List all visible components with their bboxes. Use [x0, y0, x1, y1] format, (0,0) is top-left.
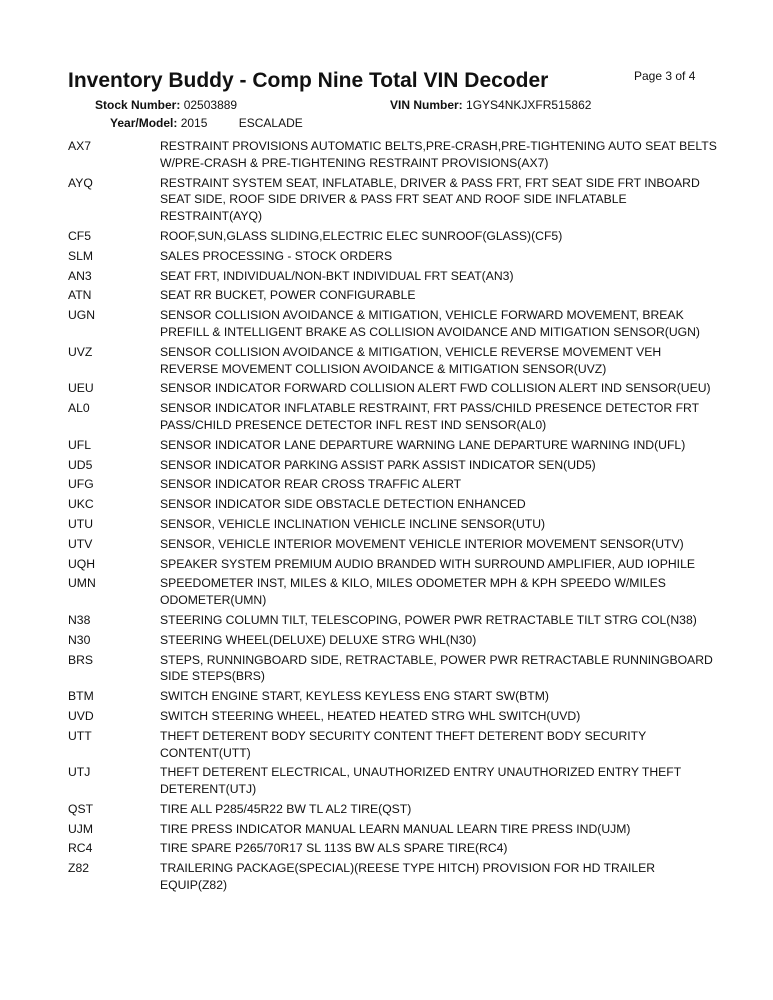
option-row	[68, 632, 718, 649]
option-code: UGN	[68, 308, 96, 323]
vin-number-value: 1GYS4NKJXFR515862	[466, 98, 592, 112]
option-description: SEAT FRT, INDIVIDUAL/NON-BKT INDIVIDUAL FRT SEAT(AN3)	[160, 268, 514, 283]
option-code: UEU	[68, 381, 94, 396]
option-code: UFL	[68, 437, 92, 452]
option-description: TIRE SPARE P265/70R17 SL 113S BW ALS SPARE TIRE(RC4)	[160, 841, 508, 856]
option-row	[68, 612, 718, 629]
option-row	[68, 307, 718, 341]
option-description: RESTRAINT PROVISIONS AUTOMATIC BELTS,PRE-CRASH,PRE-TIGHTENING AUTO SEAT BELTS W/PRE-CRASH & PRE-TIGHTENING RESTRAINT PROVISIONS(AX7)	[160, 139, 717, 170]
option-row	[68, 821, 718, 838]
option-row	[68, 380, 718, 397]
option-code: SLM	[68, 248, 94, 263]
option-description: ROOF,SUN,GLASS SLIDING,ELECTRIC ELEC SUNROOF(GLASS)(CF5)	[160, 228, 563, 243]
option-description: SEAT RR BUCKET, POWER CONFIGURABLE	[160, 288, 416, 303]
option-description: STEERING COLUMN TILT, TELESCOPING, POWER PWR RETRACTABLE TILT STRG COL(N38)	[160, 612, 697, 627]
stock-number-label: Stock Number:	[95, 98, 181, 112]
option-description: STEPS, RUNNINGBOARD SIDE, RETRACTABLE, POWER PWR RETRACTABLE RUNNINGBOARD SIDE STEPS(BRS)	[160, 652, 713, 684]
option-row	[68, 457, 718, 474]
option-description: SPEAKER SYSTEM PREMIUM AUDIO BRANDED WITH SURROUND AMPLIFIER, AUD IOPHILE	[160, 556, 695, 571]
option-code: N30	[68, 632, 91, 647]
option-description: SENSOR INDICATOR INFLATABLE RESTRAINT, FRT PASS/CHILD PRESENCE DETECTOR FRT PASS/CHILD PRESENCE DETECTOR INFL REST IND SENSOR(AL0)	[160, 401, 699, 432]
option-description: SENSOR INDICATOR FORWARD COLLISION ALERT FWD COLLISION ALERT IND SENSOR(UEU)	[160, 381, 711, 396]
option-description: SENSOR, VEHICLE INTERIOR MOVEMENT VEHICLE INTERIOR MOVEMENT SENSOR(UTV)	[160, 536, 684, 551]
option-description: SENSOR COLLISION AVOIDANCE & MITIGATION, VEHICLE FORWARD MOVEMENT, BREAK PREFILL & INTELLIGENT BRAKE AS COLLISION AVOIDANCE AND MITIGATION SENSOR(UGN)	[160, 308, 700, 339]
option-description: TIRE PRESS INDICATOR MANUAL LEARN MANUAL LEARN TIRE PRESS IND(UJM)	[160, 821, 631, 836]
option-code: UVZ	[68, 344, 93, 359]
option-description: SPEEDOMETER INST, MILES & KILO, MILES ODOMETER MPH & KPH SPEEDO W/MILES ODOMETER(UMN)	[160, 576, 666, 608]
option-code: UTV	[68, 536, 93, 551]
stock-number-value: 02503889	[183, 98, 238, 112]
option-row	[68, 248, 718, 265]
option-row	[68, 437, 718, 454]
option-code: UVD	[68, 708, 94, 723]
option-code: UFG	[68, 477, 94, 492]
option-code: UQH	[68, 556, 96, 571]
year-model-label: Year/Model:	[110, 116, 178, 130]
option-description: SWITCH STEERING WHEEL, HEATED HEATED STRG WHL SWITCH(UVD)	[160, 708, 581, 723]
stock-number	[95, 98, 237, 112]
option-code: RC4	[68, 841, 93, 856]
option-code: UTJ	[68, 765, 91, 780]
option-description: SALES PROCESSING - STOCK ORDERS	[160, 248, 393, 263]
option-description: SWITCH ENGINE START, KEYLESS KEYLESS ENG START SW(BTM)	[160, 689, 549, 704]
option-description: THEFT DETERENT ELECTRICAL, UNAUTHORIZED ENTRY UNAUTHORIZED ENTRY THEFT DETERENT(UTJ)	[160, 765, 681, 797]
option-row	[68, 728, 718, 762]
option-row	[68, 764, 718, 798]
option-code: CF5	[68, 228, 92, 243]
option-code: Z82	[68, 861, 90, 876]
option-description: TRAILERING PACKAGE(SPECIAL)(REESE TYPE HITCH) PROVISION FOR HD TRAILER EQUIP(Z82)	[160, 861, 656, 893]
option-description: STEERING WHEEL(DELUXE) DELUXE STRG WHL(N30)	[160, 632, 477, 647]
option-row	[68, 708, 718, 725]
option-description: SENSOR INDICATOR REAR CROSS TRAFFIC ALERT	[160, 477, 462, 492]
vin-number-label: VIN Number:	[390, 98, 463, 112]
option-row	[68, 652, 718, 686]
option-row	[68, 575, 718, 609]
option-description: SENSOR INDICATOR PARKING ASSIST PARK ASSIST INDICATOR SEN(UD5)	[160, 457, 596, 472]
option-row	[68, 840, 718, 857]
option-row	[68, 688, 718, 705]
option-list	[68, 138, 718, 897]
option-description: SENSOR INDICATOR SIDE OBSTACLE DETECTION ENHANCED	[160, 497, 526, 512]
option-code: BTM	[68, 689, 94, 704]
option-code: N38	[68, 612, 91, 627]
option-code: AX7	[68, 139, 92, 153]
option-code: UTT	[68, 728, 92, 743]
option-row	[68, 400, 718, 434]
option-code: UKC	[68, 497, 94, 512]
option-description: RESTRAINT SYSTEM SEAT, INFLATABLE, DRIVER & PASS FRT, FRT SEAT SIDE FRT INBOARD SEAT SIDE, ROOF SIDE DRIVER & PASS FRT SEAT AND ROOF SIDE INFLATABLE RESTRAINT(AYQ)	[160, 175, 700, 224]
option-row	[68, 344, 718, 378]
option-row	[68, 556, 718, 573]
option-row	[68, 516, 718, 533]
option-code: QST	[68, 801, 94, 816]
document-title: Inventory Buddy - Comp Nine Total VIN Decoder	[68, 69, 549, 92]
year-model	[110, 116, 303, 130]
option-row	[68, 175, 718, 225]
option-description: TIRE ALL P285/45R22 BW TL AL2 TIRE(QST)	[160, 801, 412, 816]
option-row	[68, 138, 718, 172]
model-value: ESCALADE	[238, 116, 303, 130]
vin-number	[390, 98, 591, 112]
option-code: BRS	[68, 652, 94, 667]
option-row	[68, 268, 718, 285]
option-description: SENSOR, VEHICLE INCLINATION VEHICLE INCLINE SENSOR(UTU)	[160, 516, 546, 531]
option-row	[68, 287, 718, 304]
option-row	[68, 228, 718, 245]
option-code: AYQ	[68, 175, 93, 190]
option-code: UMN	[68, 576, 96, 591]
option-row	[68, 496, 718, 513]
option-description: THEFT DETERENT BODY SECURITY CONTENT THEFT DETERENT BODY SECURITY CONTENT(UTT)	[160, 728, 646, 760]
year-value: 2015	[180, 116, 208, 130]
option-row	[68, 801, 718, 818]
option-row	[68, 536, 718, 553]
option-description: SENSOR INDICATOR LANE DEPARTURE WARNING LANE DEPARTURE WARNING IND(UFL)	[160, 437, 686, 452]
option-code: AN3	[68, 268, 92, 283]
option-code: UJM	[68, 821, 94, 836]
option-row	[68, 476, 718, 493]
option-code: AL0	[68, 401, 90, 416]
option-code: UD5	[68, 457, 93, 472]
page-number: Page 3 of 4	[634, 69, 696, 83]
option-row	[68, 860, 718, 894]
option-code: UTU	[68, 516, 94, 531]
option-code: ATN	[68, 288, 92, 303]
option-description: SENSOR COLLISION AVOIDANCE & MITIGATION, VEHICLE REVERSE MOVEMENT VEH REVERSE MOVEMENT COLLISION AVOIDANCE & MITIGATION SENSOR(UVZ)	[160, 344, 662, 376]
